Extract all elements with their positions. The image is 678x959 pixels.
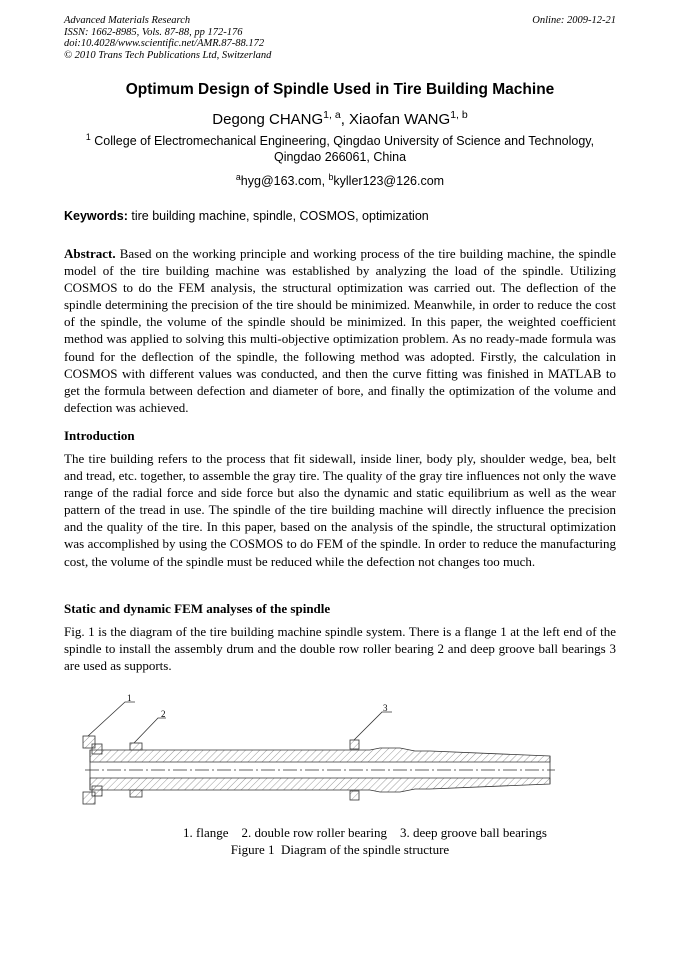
ball-bearing-top — [350, 740, 359, 749]
keywords-label: Keywords: — [64, 209, 128, 223]
author-emails — [64, 171, 616, 188]
author-name: Degong CHANG — [212, 111, 324, 128]
author-affiliation-mark: 1, a — [323, 109, 341, 121]
spindle-upper-wall — [90, 748, 550, 762]
affiliation-line: College of Electromechanical Engineering, Qingdao University of Science and Technology, — [90, 134, 595, 148]
keywords-text: tire building machine, spindle, COSMOS, optimization — [127, 209, 429, 223]
abstract-text: Based on the working principle and working process of the tire building machine, the spindle model of the tire building machine was established by analyzing the load of the spindle. Utilizing COSMOS to do the FEM analysis, the structural optimization was carried out. The deflection of the spindle determining the precision of the tire should be minimized. Meanwhile, in order to reduce the cost of the spindle, the volume of the spindle should be minimized. In this paper, the weighted coefficient method was applied to solving this multi-objective optimization problem. As no ready-made formula was found for the deflection of the spindle, the following method was adopted. Firstly, the calculation in COSMOS with different values was conducted, and then the curve fitting was finished in MATLAB to get the formula between defection and diameter of bore, and finally the optimization of the volume and defection was achieved. — [64, 246, 616, 415]
email-link[interactable]: hyg@163.com, — [240, 174, 329, 188]
keywords — [64, 209, 616, 223]
email-mark: b — [328, 171, 334, 182]
callout-label-3: 3 — [383, 703, 388, 713]
figure-caption: Figure 1 Diagram of the spindle structure — [230, 842, 450, 857]
introduction-paragraph: The tire building refers to the process that fit sidewall, inside liner, body ply, shoulder wedge, bea, belt and tread, etc. together, to assemble the gray tire. The quality of the gray tire influences not only the wave range of the radial force and side force but also the dynamic and static equilibrium as well as the wear pattern of the tread in use. The spindle of the tire building machine will directly influence the precision and the quality of the tire. In this paper, based on the analysis of the spindle, the structural optimization was accomplished by using the COSMOS to do FEM of the spindle. In order to reduce the manufacturing cost, the volume of the spindle must be reduced while the defection not changes too much. — [64, 451, 616, 569]
author-affiliation-mark: 1, b — [450, 109, 468, 121]
email-mark: a — [235, 171, 241, 182]
affiliation-line: Qingdao 266061, China — [273, 150, 407, 164]
issn-line: ISSN: 1662-8985, Vols. 87-88, pp 172-176 — [64, 26, 243, 38]
author-name: Xiaofan WANG — [349, 111, 451, 128]
author-list — [64, 111, 616, 128]
doi-line: doi:10.4028/www.scientific.net/AMR.87-88.172 — [64, 38, 265, 49]
callout-leader-3 — [354, 712, 392, 740]
abstract — [64, 245, 616, 416]
callout-leader-1 — [88, 702, 135, 736]
paper-title: Optimum Design of Spindle Used in Tire Building Machine — [125, 81, 555, 98]
roller-bearing-bottom — [130, 790, 142, 797]
copyright-line: © 2010 Trans Tech Publications Ltd, Switzerland — [64, 49, 272, 61]
author-separator: , — [340, 111, 350, 128]
callout-leader-2 — [134, 718, 166, 743]
affiliation-mark: 1 — [85, 131, 91, 142]
figure-legend: 1. flange 2. double row roller bearing 3. deep groove ball bearings — [183, 825, 547, 840]
abstract-label: Abstract. — [64, 246, 116, 261]
callout-label-2: 2 — [161, 709, 166, 719]
fem-paragraph: Fig. 1 is the diagram of the tire building machine spindle system. There is a flange 1 at the left end of the spindle to install the assembly drum and the double row roller bearing 2 and deep groove ball bearings 3 are used as supports. — [64, 624, 616, 674]
page-header — [64, 15, 616, 61]
callout-label-1: 1 — [127, 693, 132, 703]
affiliation — [64, 133, 616, 165]
spindle-lower-wall — [90, 778, 550, 792]
spindle-diagram — [70, 692, 560, 822]
journal-name: Advanced Materials Research — [64, 15, 191, 26]
email-link[interactable]: kyller123@126.com — [333, 174, 445, 188]
roller-bearing-top — [130, 743, 142, 750]
online-date: Online: 2009-12-21 — [532, 15, 616, 26]
ball-bearing-bottom — [350, 791, 359, 800]
section-heading-fem: Static and dynamic FEM analyses of the spindle — [64, 601, 331, 616]
section-heading-introduction: Introduction — [64, 428, 135, 443]
